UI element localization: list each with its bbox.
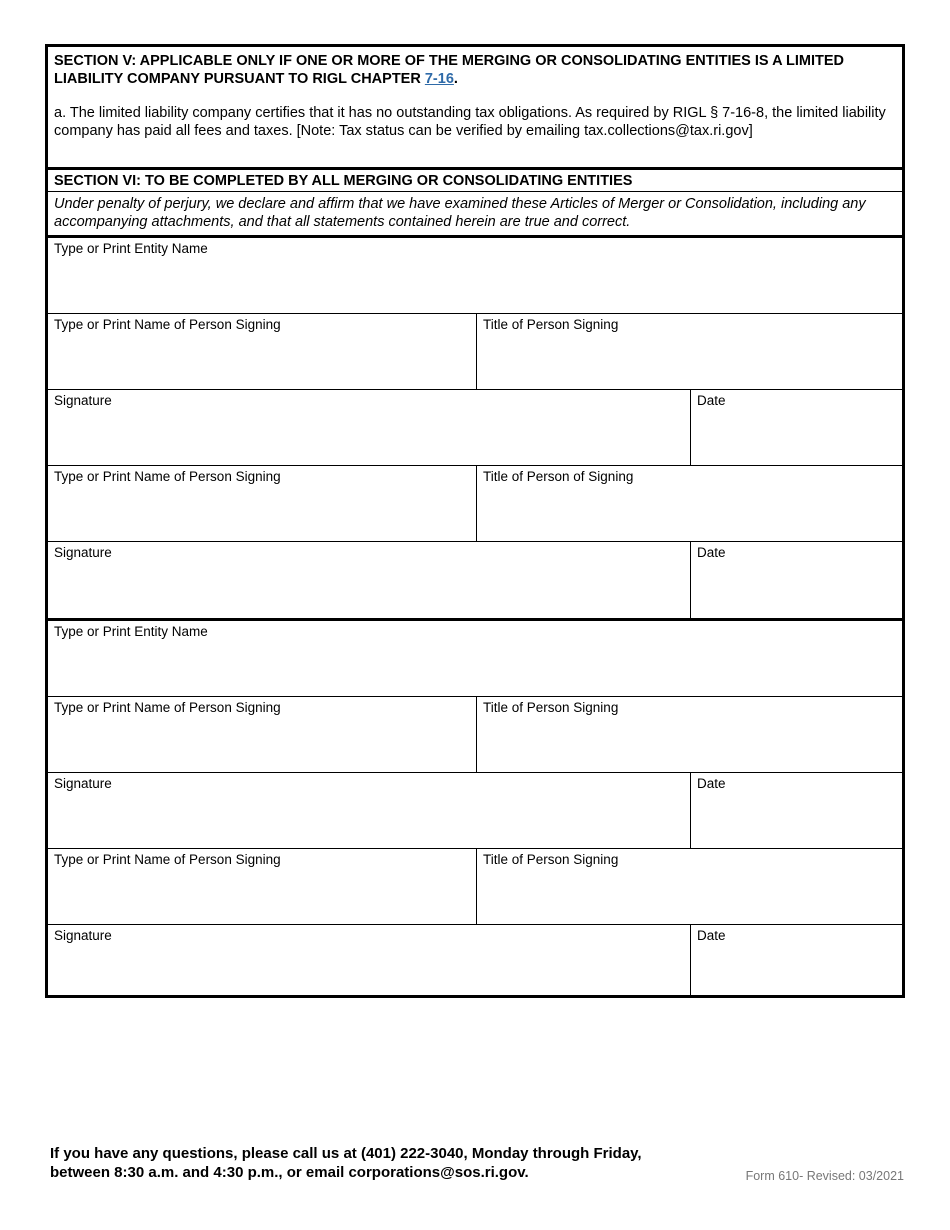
signer-name-field[interactable]: [48, 697, 477, 772]
signature-label: Signature: [54, 928, 112, 943]
signature-date-row: [48, 390, 902, 466]
entity-name-label: Type or Print Entity Name: [54, 241, 208, 256]
signer-name-title-row: [48, 314, 902, 390]
signature-date-row: [48, 773, 902, 849]
date-field[interactable]: [691, 773, 902, 848]
entity-name-row: [48, 238, 902, 314]
signature-field[interactable]: [48, 390, 691, 465]
signer-title-field[interactable]: [477, 849, 902, 924]
form-revision-id: Form 610- Revised: 03/2021: [745, 1169, 904, 1183]
signer-title-label: Title of Person Signing: [483, 852, 619, 867]
signer-title-label: Title of Person Signing: [483, 700, 619, 715]
section-5-paragraph: a. The limited liability company certifies that it has no outstanding tax obligations. As required by RIGL § 7-16-8, the limited liability company has paid all fees and taxes. [Note: Tax status can be verified by emailing tax.collections@tax.ri.gov]: [54, 105, 886, 139]
signer-name-title-row: [48, 466, 902, 542]
signer-name-title-row: [48, 697, 902, 773]
signature-label: Signature: [54, 393, 112, 408]
signature-date-row: [48, 542, 902, 618]
section-6-declaration: Under penalty of perjury, we declare and affirm that we have examined these Articles of Merger or Consolidation, including any accompanying attachments, and that all statements contained herein are true and correct.: [48, 192, 902, 238]
signer-name-title-row: [48, 849, 902, 925]
section-5-title: [54, 52, 894, 88]
signer-name-label: Type or Print Name of Person Signing: [54, 700, 281, 715]
signature-field[interactable]: [48, 542, 691, 618]
signer-title-label: Title of Person Signing: [483, 317, 619, 332]
section-5: [48, 47, 902, 170]
signer-title-field[interactable]: [477, 697, 902, 772]
signer-title-field[interactable]: [477, 466, 902, 541]
signer-title-field[interactable]: [477, 314, 902, 389]
signer-name-label: Type or Print Name of Person Signing: [54, 317, 281, 332]
date-label: Date: [697, 928, 726, 943]
entity-name-field[interactable]: [48, 621, 902, 696]
date-field[interactable]: [691, 390, 902, 465]
date-field[interactable]: [691, 925, 902, 998]
section-6-title: SECTION VI: TO BE COMPLETED BY ALL MERGING OR CONSOLIDATING ENTITIES: [48, 170, 902, 192]
entity-name-row: [48, 621, 902, 697]
rigl-chapter-link[interactable]: 7-16: [424, 71, 454, 87]
entity-name-label: Type or Print Entity Name: [54, 624, 208, 639]
signer-title-label: Title of Person of Signing: [483, 469, 634, 484]
contact-note: If you have any questions, please call us at (401) 222-3040, Monday through Friday, between 8:30 a.m. and 4:30 p.m., or email corporations@sos.ri.gov.: [50, 1145, 642, 1181]
date-label: Date: [697, 545, 726, 560]
date-label: Date: [697, 393, 726, 408]
entity-group-1: [48, 238, 902, 618]
entity-name-field[interactable]: [48, 238, 902, 313]
signer-name-field[interactable]: [48, 466, 477, 541]
signature-field[interactable]: [48, 925, 691, 998]
signature-field[interactable]: [48, 773, 691, 848]
section-5-title-text: SECTION V: APPLICABLE ONLY IF ONE OR MORE OF THE MERGING OR CONSOLIDATING ENTITIES IS A LIMITED LIABILITY COMPANY PURSUANT TO RIGL CHAPTER: [54, 53, 845, 87]
entity-group-2: [48, 618, 902, 998]
date-label: Date: [697, 776, 726, 791]
signer-name-label: Type or Print Name of Person Signing: [54, 469, 281, 484]
signer-name-field[interactable]: [48, 314, 477, 389]
section-5-title-suffix: .: [453, 71, 458, 87]
signer-name-label: Type or Print Name of Person Signing: [54, 852, 281, 867]
signer-name-field[interactable]: [48, 849, 477, 924]
signature-form: [45, 44, 905, 998]
date-field[interactable]: [691, 542, 902, 618]
signature-label: Signature: [54, 545, 112, 560]
signature-date-row: [48, 925, 902, 998]
signature-label: Signature: [54, 776, 112, 791]
